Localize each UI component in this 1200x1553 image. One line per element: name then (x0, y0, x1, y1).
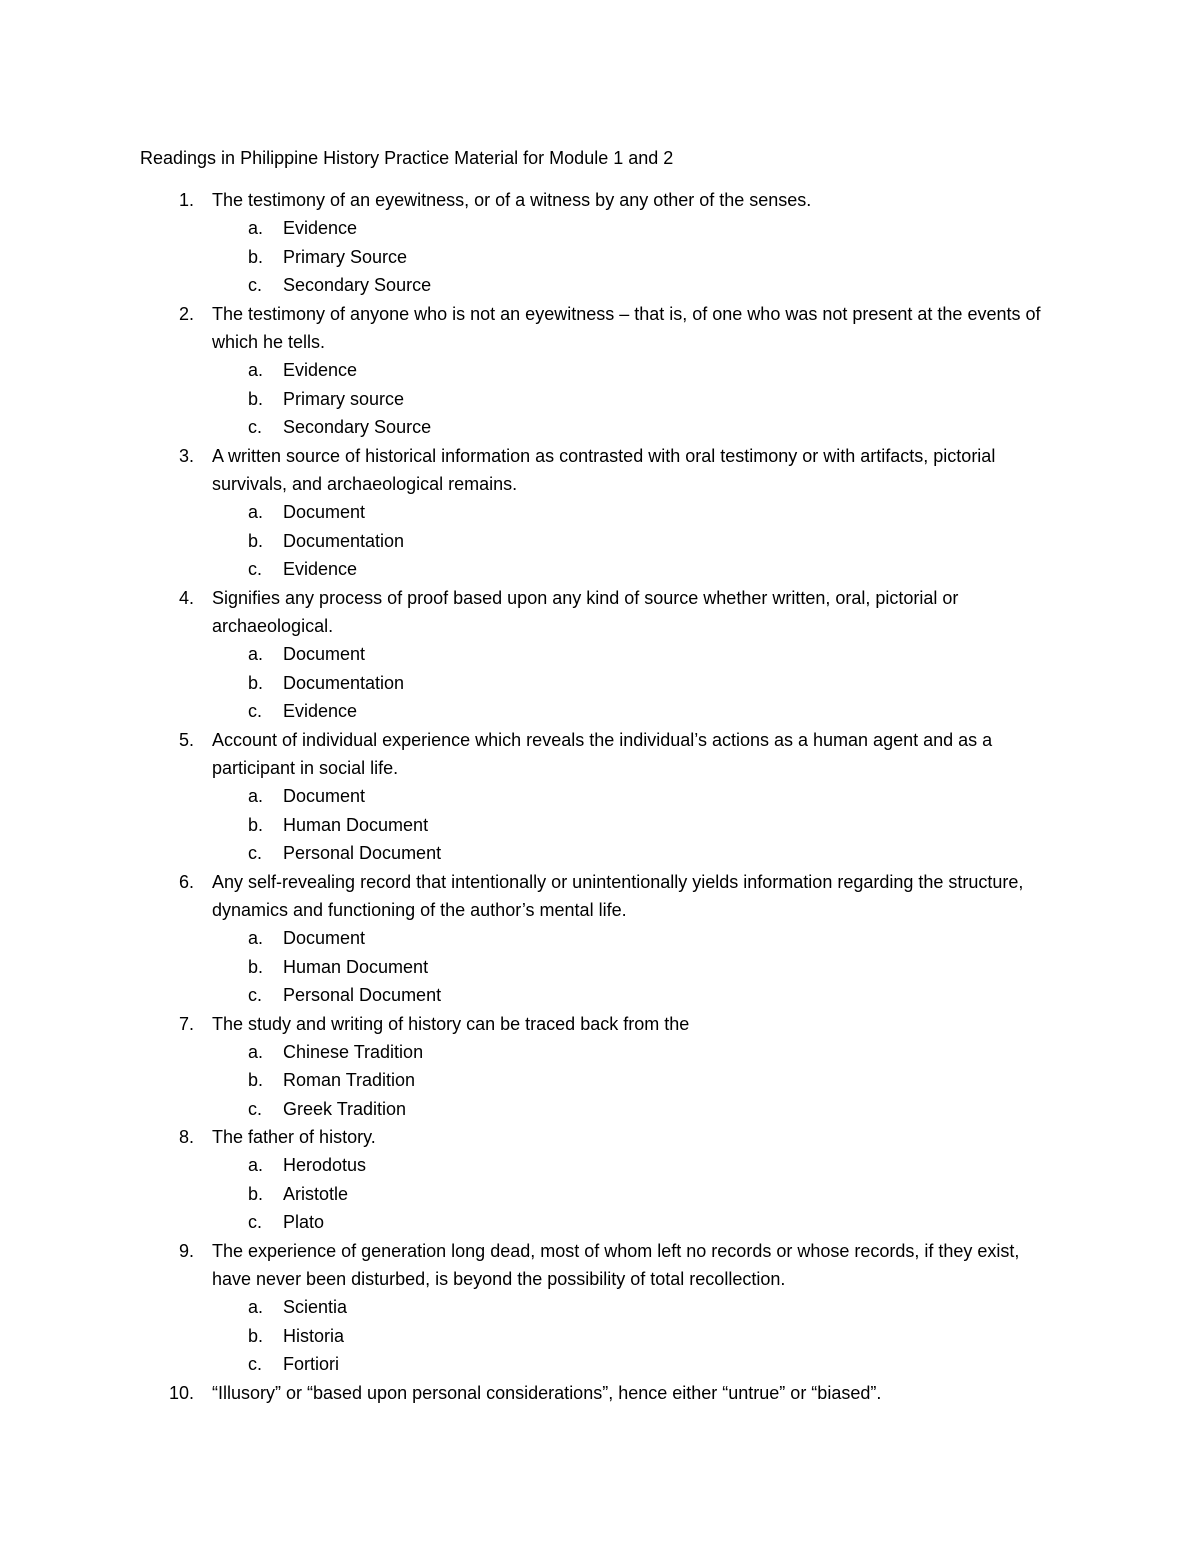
option-text: Document (283, 644, 366, 665)
option-text: Human Document (283, 814, 429, 835)
question-item (0, 300, 1200, 442)
answer-options (0, 1151, 1200, 1236)
option-letter: b. (248, 530, 264, 551)
answer-option (0, 1095, 1200, 1123)
answer-option (0, 356, 1200, 384)
answer-option (0, 1322, 1200, 1350)
option-letter: a. (248, 1297, 264, 1318)
answer-option (0, 1151, 1200, 1179)
option-letter: b. (248, 1325, 264, 1346)
answer-options (0, 214, 1200, 299)
question-list (0, 186, 1200, 1407)
option-text: Documentation (283, 672, 405, 693)
option-text: Historia (283, 1325, 345, 1346)
question-number: 2. (178, 303, 194, 324)
answer-option (0, 413, 1200, 441)
option-letter: c. (248, 559, 263, 580)
question-text: The experience of generation long dead, most of whom left no records or whose records, if they exist, have never been disturbed, is beyond the possibility of total recollection. (212, 1240, 1020, 1290)
option-text: Evidence (283, 559, 358, 580)
option-text: Plato (283, 1212, 325, 1233)
answer-option (0, 839, 1200, 867)
answer-option (0, 527, 1200, 555)
answer-option (0, 271, 1200, 299)
answer-option (0, 1038, 1200, 1066)
answer-option (0, 243, 1200, 271)
option-text: Scientia (283, 1297, 348, 1318)
answer-option (0, 981, 1200, 1009)
question-number: 4. (178, 587, 194, 608)
answer-option (0, 498, 1200, 526)
question-number: 9. (178, 1240, 194, 1261)
option-text: Primary source (283, 388, 405, 409)
answer-options (0, 1293, 1200, 1378)
option-text: Document (283, 502, 366, 523)
option-text: Aristotle (283, 1183, 349, 1204)
option-text: Evidence (283, 360, 358, 381)
option-letter: a. (248, 218, 264, 239)
option-letter: a. (248, 502, 264, 523)
question-text: Any self-revealing record that intentionally or unintentionally yields information regarding the structure, dynamics and functioning of the author’s mental life. (212, 871, 1024, 920)
option-text: Human Document (283, 956, 429, 977)
answer-option (0, 1208, 1200, 1236)
question-number: 8. (178, 1127, 194, 1148)
question-item (0, 186, 1200, 300)
option-letter: c. (248, 1098, 263, 1119)
option-text: Secondary Source (283, 417, 432, 438)
answer-option (0, 669, 1200, 697)
option-letter: c. (248, 843, 263, 864)
option-letter: b. (248, 388, 264, 409)
question-number: 10. (168, 1382, 194, 1403)
question-number: 6. (178, 871, 194, 892)
option-letter: b. (248, 672, 264, 693)
question-text: The testimony of anyone who is not an eyewitness – that is, of one who was not present at the events of which he tells. (212, 303, 1041, 352)
option-letter: a. (248, 1041, 264, 1062)
option-letter: c. (248, 417, 263, 438)
option-text: Document (283, 928, 366, 949)
option-letter: b. (248, 814, 264, 835)
question-text: “Illusory” or “based upon personal considerations”, hence either “untrue” or “biased”. (212, 1382, 882, 1403)
question-item (0, 1379, 1200, 1407)
answer-option (0, 1180, 1200, 1208)
question-item (0, 1123, 1200, 1237)
option-text: Evidence (283, 701, 358, 722)
answer-option (0, 953, 1200, 981)
option-letter: a. (248, 786, 264, 807)
option-letter: b. (248, 1070, 264, 1091)
question-text: The testimony of an eyewitness, or of a witness by any other of the senses. (212, 190, 812, 210)
answer-options (0, 640, 1200, 725)
question-text: A written source of historical information as contrasted with oral testimony or with artifacts, pictorial survivals, and archaeological remains. (212, 445, 996, 494)
option-text: Greek Tradition (283, 1098, 407, 1119)
question-text: The study and writing of history can be traced back from the (212, 1013, 690, 1034)
question-item (0, 726, 1200, 868)
answer-option (0, 214, 1200, 242)
question-item (0, 1010, 1200, 1124)
option-text: Personal Document (283, 985, 442, 1006)
option-letter: b. (248, 956, 264, 977)
document-title: Readings in Philippine History Practice Material for Module 1 and 2 (140, 148, 674, 168)
option-text: Personal Document (283, 843, 442, 864)
option-text: Chinese Tradition (283, 1041, 424, 1062)
option-letter: a. (248, 360, 264, 381)
question-number: 3. (178, 445, 194, 466)
answer-option (0, 555, 1200, 583)
answer-options (0, 356, 1200, 441)
answer-option (0, 1066, 1200, 1094)
answer-option (0, 811, 1200, 839)
answer-options (0, 924, 1200, 1009)
question-number: 7. (178, 1013, 194, 1034)
question-text: The father of history. (212, 1127, 376, 1148)
option-text: Document (283, 786, 366, 807)
option-letter: c. (248, 275, 263, 296)
option-letter: a. (248, 644, 264, 665)
answer-option (0, 1350, 1200, 1378)
answer-options (0, 782, 1200, 867)
option-letter: b. (248, 246, 264, 267)
option-text: Evidence (283, 218, 358, 239)
option-letter: c. (248, 1212, 263, 1233)
option-letter: c. (248, 1354, 263, 1375)
question-item (0, 442, 1200, 584)
option-letter: a. (248, 1155, 264, 1176)
option-text: Fortiori (283, 1354, 340, 1375)
question-item (0, 1237, 1200, 1379)
option-text: Herodotus (283, 1155, 367, 1176)
answer-option (0, 924, 1200, 952)
question-item (0, 584, 1200, 726)
option-text: Primary Source (283, 246, 408, 267)
answer-options (0, 498, 1200, 583)
answer-option (0, 385, 1200, 413)
answer-option (0, 697, 1200, 725)
option-text: Roman Tradition (283, 1070, 416, 1091)
answer-option (0, 782, 1200, 810)
question-number: 1. (178, 190, 194, 210)
option-text: Documentation (283, 530, 405, 551)
question-text: Signifies any process of proof based upon any kind of source whether written, oral, pictorial or archaeological. (212, 587, 959, 636)
option-letter: b. (248, 1183, 264, 1204)
option-letter: a. (248, 928, 264, 949)
option-letter: c. (248, 701, 263, 722)
answer-option (0, 640, 1200, 668)
option-text: Secondary Source (283, 275, 432, 296)
question-number: 5. (178, 729, 194, 750)
answer-option (0, 1293, 1200, 1321)
answer-options (0, 1038, 1200, 1123)
question-item (0, 868, 1200, 1010)
option-letter: c. (248, 985, 263, 1006)
question-text: Account of individual experience which reveals the individual’s actions as a human agent and as a participant in social life. (212, 729, 993, 778)
